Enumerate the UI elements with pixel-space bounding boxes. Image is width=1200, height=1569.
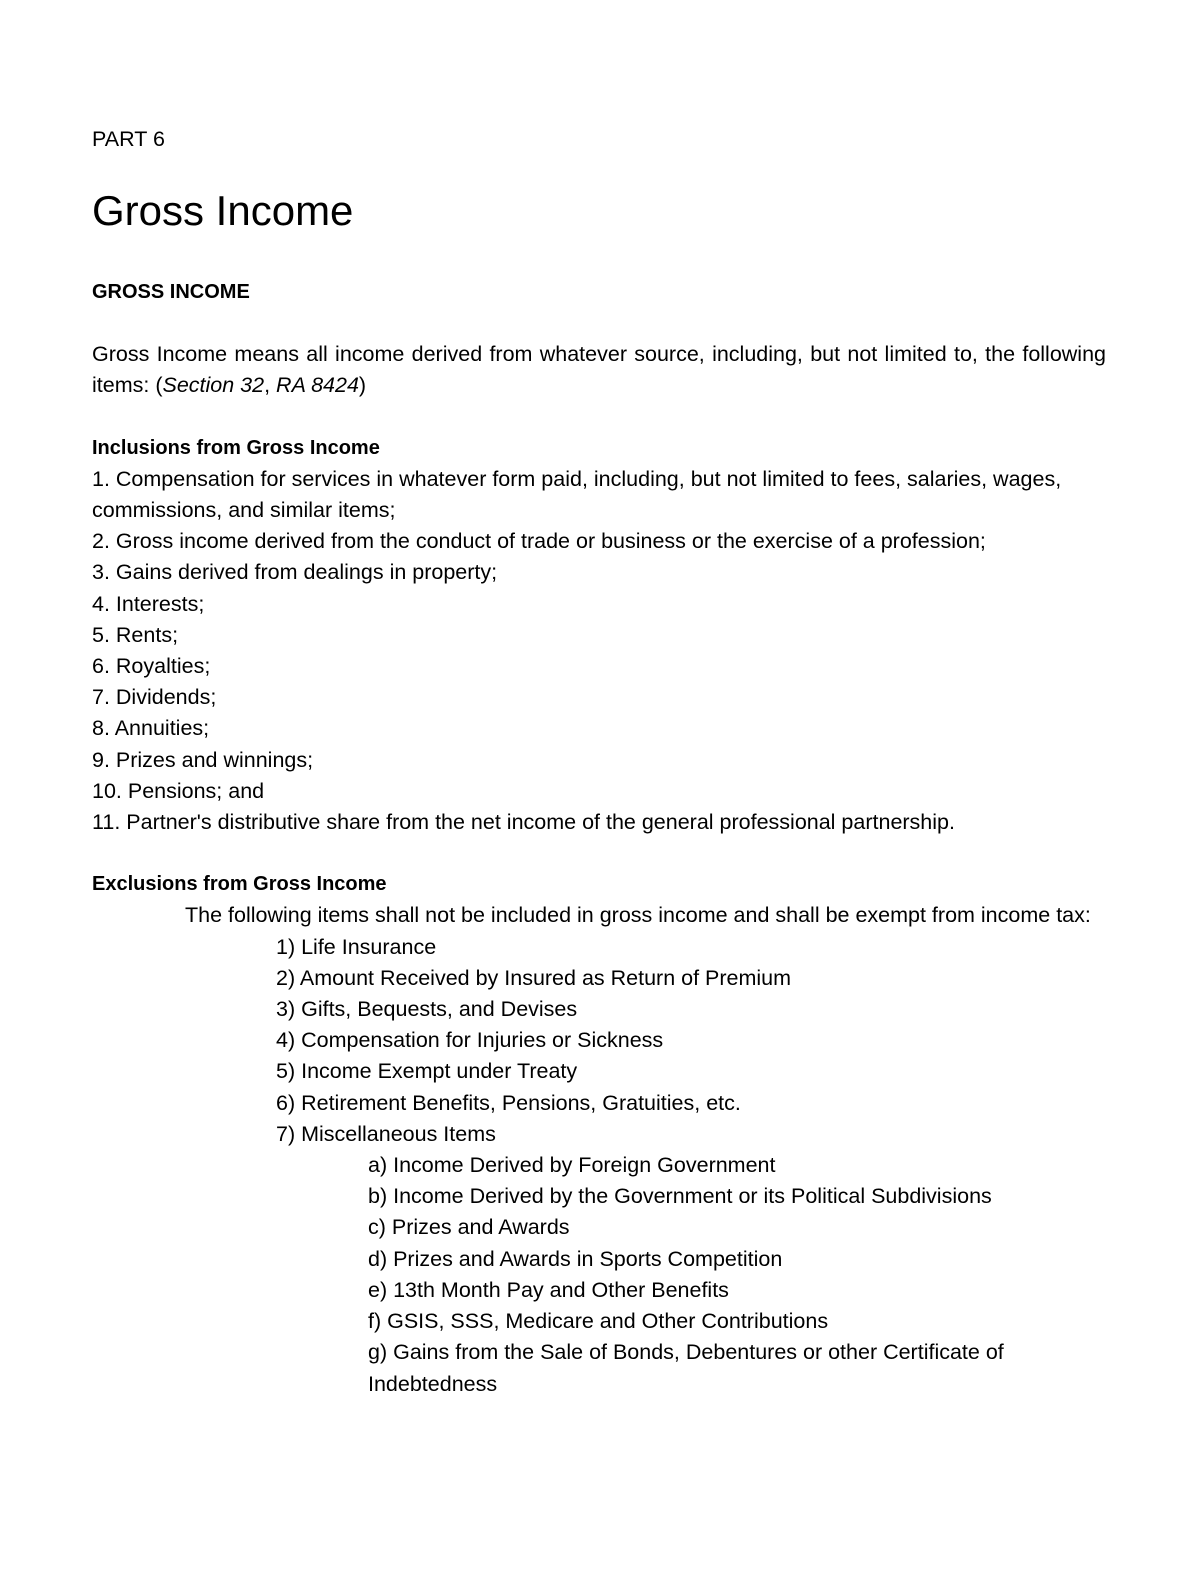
exclusion-item: 1) Life Insurance [276,934,437,959]
miscellaneous-item: g) Gains from the Sale of Bonds, Debentures or other Certificate of Indebtedness [368,1340,1004,1396]
inclusion-item: 10. Pensions; and [92,778,265,803]
exclusion-item: 6) Retirement Benefits, Pensions, Gratuities, etc. [276,1090,741,1115]
inclusion-item: 1. Compensation for services in whatever form paid, including, but not limited to fees, salaries, wages, commissions, and similar items; [92,466,1062,523]
inclusion-item: 11. Partner's distributive share from the net income of the general professional partnership. [92,810,955,835]
inclusions-heading: Inclusions from Gross Income [92,436,380,459]
inclusion-item: 3. Gains derived from dealings in property; [92,560,498,585]
part-label: PART 6 [92,127,165,151]
miscellaneous-item: c) Prizes and Awards [368,1215,570,1240]
inclusion-item: 4. Interests; [92,591,205,616]
miscellaneous-item: b) Income Derived by the Government or its Political Subdivisions [368,1184,992,1209]
miscellaneous-item: f) GSIS, SSS, Medicare and Other Contributions [368,1309,829,1334]
miscellaneous-item: e) 13th Month Pay and Other Benefits [368,1277,729,1302]
inclusion-item: 5. Rents; [92,622,179,647]
exclusions-list [276,932,1106,1400]
miscellaneous-items-list [368,1150,1106,1400]
inclusion-item: 9. Prizes and winnings; [92,747,314,772]
exclusion-item [276,1119,1106,1400]
definition-text: Gross Income means all income derived from whatever source, including, but not limited to, the following items: ( [92,342,1106,398]
inclusion-item: 2. Gross income derived from the conduct of trade or business or the exercise of a profession; [92,529,986,554]
exclusions-intro: The following items shall not be included in gross income and shall be exempt from income tax: [185,903,1091,928]
exclusion-item: 4) Compensation for Injuries or Sickness [276,1028,664,1053]
document-page [92,124,1106,1400]
gross-income-definition [92,339,1106,401]
inclusion-item: 8. Annuities; [92,716,210,741]
exclusion-item: 5) Income Exempt under Treaty [276,1059,578,1084]
exclusion-item: 2) Amount Received by Insured as Return of Premium [276,965,792,990]
inclusions-list [92,464,1106,838]
miscellaneous-item: d) Prizes and Awards in Sports Competition [368,1246,783,1271]
citation-ra: RA 8424 [276,373,359,398]
inclusion-item: 7. Dividends; [92,685,217,710]
miscellaneous-item: a) Income Derived by Foreign Government [368,1153,776,1178]
page-title: Gross Income [92,187,354,234]
gross-income-heading: GROSS INCOME [92,281,250,303]
exclusions-heading: Exclusions from Gross Income [92,873,387,896]
citation-section: Section 32 [162,373,265,398]
definition-closing: ) [358,373,367,398]
miscellaneous-items-label: 7) Miscellaneous Items [276,1121,496,1146]
citation-separator: , [264,373,277,398]
exclusion-item: 3) Gifts, Bequests, and Devises [276,997,578,1022]
inclusion-item: 6. Royalties; [92,654,211,679]
